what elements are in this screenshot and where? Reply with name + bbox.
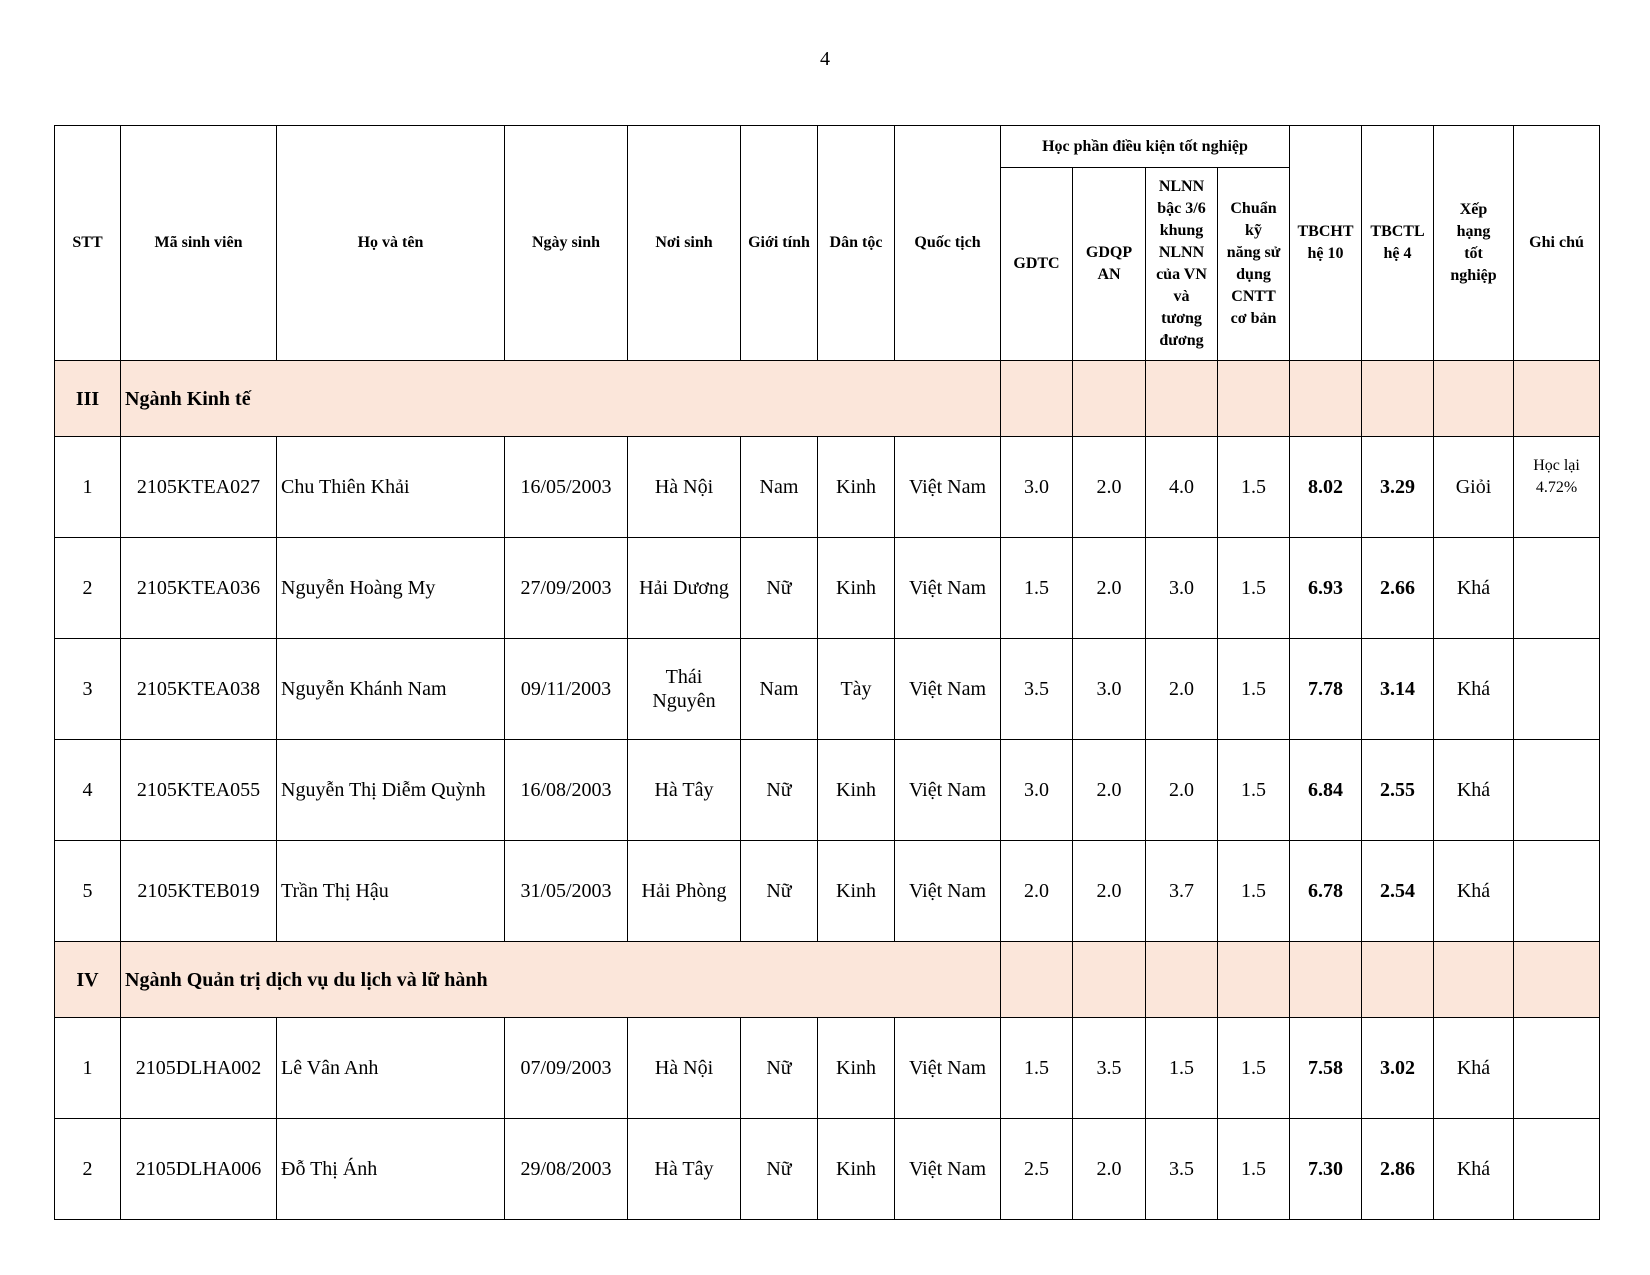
cell-birth-date: 09/11/2003 [505, 639, 628, 740]
cell-tbctl: 3.29 [1362, 437, 1434, 538]
cell-birth-date: 16/08/2003 [505, 740, 628, 841]
cell-note [1514, 639, 1600, 740]
cell-ethnicity: Kinh [818, 538, 895, 639]
cell-stt: 3 [55, 639, 121, 740]
table-row [55, 639, 1600, 740]
cell-birth-place: Hà Nội [628, 437, 741, 538]
table-row [55, 1119, 1600, 1220]
cell-nationality: Việt Nam [895, 740, 1001, 841]
cell-note [1514, 538, 1600, 639]
cell-tbctl: 2.55 [1362, 740, 1434, 841]
cell-stt: 2 [55, 1119, 121, 1220]
cell-gdqp: 2.0 [1073, 740, 1146, 841]
cell-cntt: 1.5 [1218, 1018, 1290, 1119]
cell-tbcht: 8.02 [1290, 437, 1362, 538]
cell-full-name: Nguyễn Khánh Nam [277, 639, 505, 740]
cell-rank: Khá [1434, 740, 1514, 841]
section-row [55, 942, 1600, 1018]
cell-birth-date: 07/09/2003 [505, 1018, 628, 1119]
cell-full-name: Nguyễn Hoàng My [277, 538, 505, 639]
cell-gdqp: 2.0 [1073, 841, 1146, 942]
cell-rank: Khá [1434, 538, 1514, 639]
cell-gender: Nữ [741, 1119, 818, 1220]
cell-stt: 2 [55, 538, 121, 639]
table-row [55, 740, 1600, 841]
cell-ethnicity: Kinh [818, 1119, 895, 1220]
cell-gdqp: 3.0 [1073, 639, 1146, 740]
cell-nationality: Việt Nam [895, 841, 1001, 942]
section-number: IV [55, 942, 121, 1018]
cell-birth-place: Hải Phòng [628, 841, 741, 942]
header-condition-group: Học phần điều kiện tốt nghiệp [1001, 126, 1290, 168]
table-row [55, 1018, 1600, 1119]
cell-student-id: 2105KTEA055 [121, 740, 277, 841]
cell-birth-place: Hà Tây [628, 1119, 741, 1220]
cell-ethnicity: Kinh [818, 740, 895, 841]
cell-tbcht: 6.84 [1290, 740, 1362, 841]
header-graduation-rank: Xếp hạng tốt nghiệp [1434, 126, 1514, 361]
table-row [55, 437, 1600, 538]
cell-birth-place: Hải Dương [628, 538, 741, 639]
cell-cntt: 1.5 [1218, 437, 1290, 538]
cell-birth-place: Thái Nguyên [628, 639, 741, 740]
cell-gdtc: 3.5 [1001, 639, 1073, 740]
header-tbcht: TBCHT hệ 10 [1290, 126, 1362, 361]
section-row [55, 361, 1600, 437]
page-number: 4 [820, 48, 830, 70]
cell-nlnn: 3.7 [1146, 841, 1218, 942]
cell-nationality: Việt Nam [895, 538, 1001, 639]
header-nlnn: NLNN bậc 3/6 khung NLNN của VN và tương đương [1146, 168, 1218, 361]
table-row [55, 841, 1600, 942]
cell-gender: Nữ [741, 1018, 818, 1119]
cell-note [1514, 1119, 1600, 1220]
cell-rank: Giỏi [1434, 437, 1514, 538]
cell-student-id: 2105DLHA002 [121, 1018, 277, 1119]
cell-student-id: 2105KTEA038 [121, 639, 277, 740]
cell-full-name: Trần Thị Hậu [277, 841, 505, 942]
cell-cntt: 1.5 [1218, 841, 1290, 942]
cell-ethnicity: Kinh [818, 1018, 895, 1119]
cell-tbctl: 2.86 [1362, 1119, 1434, 1220]
header-birth-date: Ngày sinh [505, 126, 628, 361]
cell-student-id: 2105KTEA036 [121, 538, 277, 639]
cell-rank: Khá [1434, 639, 1514, 740]
cell-cntt: 1.5 [1218, 1119, 1290, 1220]
header-note: Ghi chú [1514, 126, 1600, 361]
cell-gdtc: 2.5 [1001, 1119, 1073, 1220]
cell-cntt: 1.5 [1218, 740, 1290, 841]
table-row [55, 538, 1600, 639]
cell-cntt: 1.5 [1218, 538, 1290, 639]
cell-rank: Khá [1434, 1119, 1514, 1220]
graduation-table [54, 125, 1600, 1220]
cell-gender: Nam [741, 639, 818, 740]
cell-full-name: Lê Vân Anh [277, 1018, 505, 1119]
cell-gdtc: 1.5 [1001, 1018, 1073, 1119]
cell-gender: Nữ [741, 740, 818, 841]
cell-gender: Nam [741, 437, 818, 538]
cell-birth-place: Hà Tây [628, 740, 741, 841]
cell-gdqp: 2.0 [1073, 538, 1146, 639]
cell-gdqp: 3.5 [1073, 1018, 1146, 1119]
section-number: III [55, 361, 121, 437]
cell-gdtc: 1.5 [1001, 538, 1073, 639]
cell-cntt: 1.5 [1218, 639, 1290, 740]
cell-stt: 5 [55, 841, 121, 942]
header-student-id: Mã sinh viên [121, 126, 277, 361]
header-gdtc: GDTC [1001, 168, 1073, 361]
cell-birth-place: Hà Nội [628, 1018, 741, 1119]
cell-nlnn: 2.0 [1146, 639, 1218, 740]
cell-ethnicity: Kinh [818, 841, 895, 942]
cell-nlnn: 4.0 [1146, 437, 1218, 538]
cell-nlnn: 1.5 [1146, 1018, 1218, 1119]
cell-stt: 1 [55, 437, 121, 538]
cell-note: Học lại 4.72% [1514, 437, 1600, 538]
cell-nlnn: 3.0 [1146, 538, 1218, 639]
cell-gdtc: 3.0 [1001, 740, 1073, 841]
cell-tbctl: 3.14 [1362, 639, 1434, 740]
header-full-name: Họ và tên [277, 126, 505, 361]
header-ethnicity: Dân tộc [818, 126, 895, 361]
header-tbctl: TBCTL hệ 4 [1362, 126, 1434, 361]
header-nationality: Quốc tịch [895, 126, 1001, 361]
cell-gdqp: 2.0 [1073, 437, 1146, 538]
cell-tbctl: 2.54 [1362, 841, 1434, 942]
cell-note [1514, 841, 1600, 942]
header-cntt: Chuẩn kỹ năng sử dụng CNTT cơ bản [1218, 168, 1290, 361]
header-stt: STT [55, 126, 121, 361]
cell-birth-date: 16/05/2003 [505, 437, 628, 538]
section-title: Ngành Quản trị dịch vụ du lịch và lữ hành [121, 942, 1001, 1018]
cell-student-id: 2105KTEA027 [121, 437, 277, 538]
cell-tbcht: 7.58 [1290, 1018, 1362, 1119]
header-gender: Giới tính [741, 126, 818, 361]
cell-ethnicity: Tày [818, 639, 895, 740]
cell-tbcht: 6.93 [1290, 538, 1362, 639]
cell-note [1514, 1018, 1600, 1119]
cell-note [1514, 740, 1600, 841]
cell-nlnn: 3.5 [1146, 1119, 1218, 1220]
cell-gdtc: 3.0 [1001, 437, 1073, 538]
table-header [55, 126, 1600, 361]
cell-nationality: Việt Nam [895, 437, 1001, 538]
cell-stt: 1 [55, 1018, 121, 1119]
cell-full-name: Nguyễn Thị Diễm Quỳnh [277, 740, 505, 841]
cell-gdqp: 2.0 [1073, 1119, 1146, 1220]
cell-gender: Nữ [741, 841, 818, 942]
cell-tbctl: 2.66 [1362, 538, 1434, 639]
cell-ethnicity: Kinh [818, 437, 895, 538]
cell-full-name: Đỗ Thị Ánh [277, 1119, 505, 1220]
cell-full-name: Chu Thiên Khải [277, 437, 505, 538]
cell-student-id: 2105DLHA006 [121, 1119, 277, 1220]
cell-nlnn: 2.0 [1146, 740, 1218, 841]
cell-birth-date: 29/08/2003 [505, 1119, 628, 1220]
cell-birth-date: 27/09/2003 [505, 538, 628, 639]
cell-nationality: Việt Nam [895, 1018, 1001, 1119]
cell-birth-date: 31/05/2003 [505, 841, 628, 942]
cell-stt: 4 [55, 740, 121, 841]
cell-nationality: Việt Nam [895, 639, 1001, 740]
header-gdqp: GDQP AN [1073, 168, 1146, 361]
table-body [55, 361, 1600, 1220]
cell-tbcht: 6.78 [1290, 841, 1362, 942]
cell-gdtc: 2.0 [1001, 841, 1073, 942]
cell-tbctl: 3.02 [1362, 1018, 1434, 1119]
cell-tbcht: 7.78 [1290, 639, 1362, 740]
header-birth-place: Nơi sinh [628, 126, 741, 361]
cell-student-id: 2105KTEB019 [121, 841, 277, 942]
cell-gender: Nữ [741, 538, 818, 639]
cell-rank: Khá [1434, 1018, 1514, 1119]
cell-tbcht: 7.30 [1290, 1119, 1362, 1220]
cell-nationality: Việt Nam [895, 1119, 1001, 1220]
cell-rank: Khá [1434, 841, 1514, 942]
section-title: Ngành Kinh tế [121, 361, 1001, 437]
